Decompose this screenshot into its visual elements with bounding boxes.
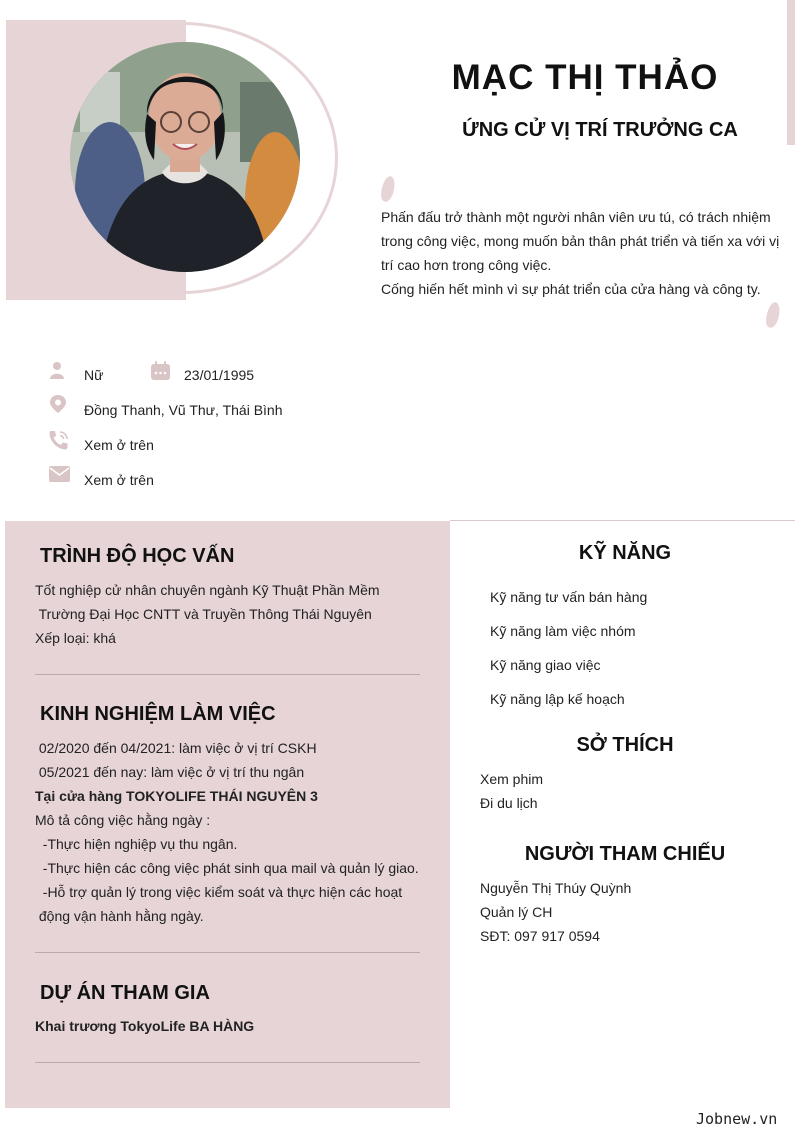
reference-phone: SĐT: 097 917 0594	[480, 928, 600, 944]
calendar-icon	[150, 361, 171, 381]
location-icon	[49, 395, 67, 413]
section-divider	[35, 1062, 420, 1063]
experience-period: 05/2021 đến nay: làm việc ở vị trí thu ngân	[35, 764, 305, 780]
phone-icon	[48, 430, 70, 450]
experience-title: KINH NGHIỆM LÀM VIỆC	[40, 703, 276, 725]
candidate-name: MẠC THỊ THẢO	[451, 58, 719, 97]
address-value: Đồng Thanh, Vũ Thư, Thái Bình	[84, 402, 283, 418]
education-line: Trường Đại Học CNTT và Truyền Thông Thái Nguyên	[35, 606, 372, 622]
education-line: Xếp loại: khá	[35, 630, 116, 646]
skill-item: Kỹ năng tư vấn bán hàng	[490, 589, 648, 605]
experience-company: Tại cửa hàng TOKYOLIFE THÁI NGUYÊN 3	[35, 788, 318, 804]
section-divider	[35, 952, 420, 953]
email-icon	[49, 465, 70, 483]
experience-content	[35, 736, 435, 928]
dob-value: 23/01/1995	[184, 367, 255, 383]
hobby-item: Xem phim	[480, 771, 544, 787]
experience-task: -Hỗ trợ quản lý trong việc kiểm soát và thực hiện các hoạt	[35, 884, 403, 900]
project-item: Khai trương TokyoLife BA HÀNG	[35, 1018, 255, 1034]
profile-photo	[70, 42, 300, 272]
skill-item: Kỹ năng giao việc	[490, 657, 601, 673]
objective-line: Cống hiến hết mình vì sự phát triển của cửa hàng và công ty.	[381, 281, 761, 297]
reference-details	[480, 876, 631, 948]
experience-task: -Thực hiện các công việc phát sinh qua mail và quản lý giao.	[35, 860, 419, 876]
gender-value: Nữ	[84, 367, 104, 383]
skill-item: Kỹ năng lập kế hoạch	[490, 691, 625, 707]
experience-period: 02/2020 đến 04/2021: làm việc ở vị trí CSKH	[35, 740, 317, 756]
experience-task: -Thực hiện nghiệp vụ thu ngân.	[35, 836, 238, 852]
references-title: NGƯỜI THAM CHIẾU	[524, 843, 726, 865]
quote-close-icon	[764, 301, 782, 329]
objective-line: Phấn đấu trở thành một người nhân viên ưu tú, có trách nhiệm trong công việc, mong muốn bản thân phát triển và tiến xa với vị trí cao hơn trong công việc.	[381, 209, 780, 273]
email-value: Xem ở trên	[84, 472, 154, 488]
skills-title: KỸ NĂNG	[578, 542, 672, 564]
skill-item: Kỹ năng làm việc nhóm	[490, 623, 636, 639]
projects-title: DỰ ÁN THAM GIA	[40, 982, 210, 1004]
hobby-item: Đi du lịch	[480, 795, 538, 811]
career-objective	[381, 205, 783, 301]
education-line: Tốt nghiệp cử nhân chuyên ngành Kỹ Thuật Phần Mềm	[35, 582, 380, 598]
phone-value: Xem ở trên	[84, 437, 154, 453]
experience-desc-label: Mô tả công việc hằng ngày :	[35, 812, 211, 828]
footer-brand: Jobnew.vn	[696, 1110, 778, 1128]
section-top-rule	[450, 520, 795, 521]
quote-open-icon	[379, 175, 397, 203]
education-content	[35, 578, 380, 650]
reference-role: Quản lý CH	[480, 904, 553, 920]
education-title: TRÌNH ĐỘ HỌC VẤN	[40, 545, 235, 567]
target-position: ỨNG CỬ VỊ TRÍ TRƯỞNG CA	[462, 119, 738, 141]
hobbies-title: SỞ THÍCH	[576, 734, 674, 756]
hobbies-list	[480, 767, 543, 815]
section-divider	[35, 674, 420, 675]
reference-name: Nguyễn Thị Thúy Quỳnh	[480, 880, 632, 896]
experience-task: động vận hành hằng ngày.	[35, 908, 204, 924]
user-icon	[48, 361, 66, 379]
